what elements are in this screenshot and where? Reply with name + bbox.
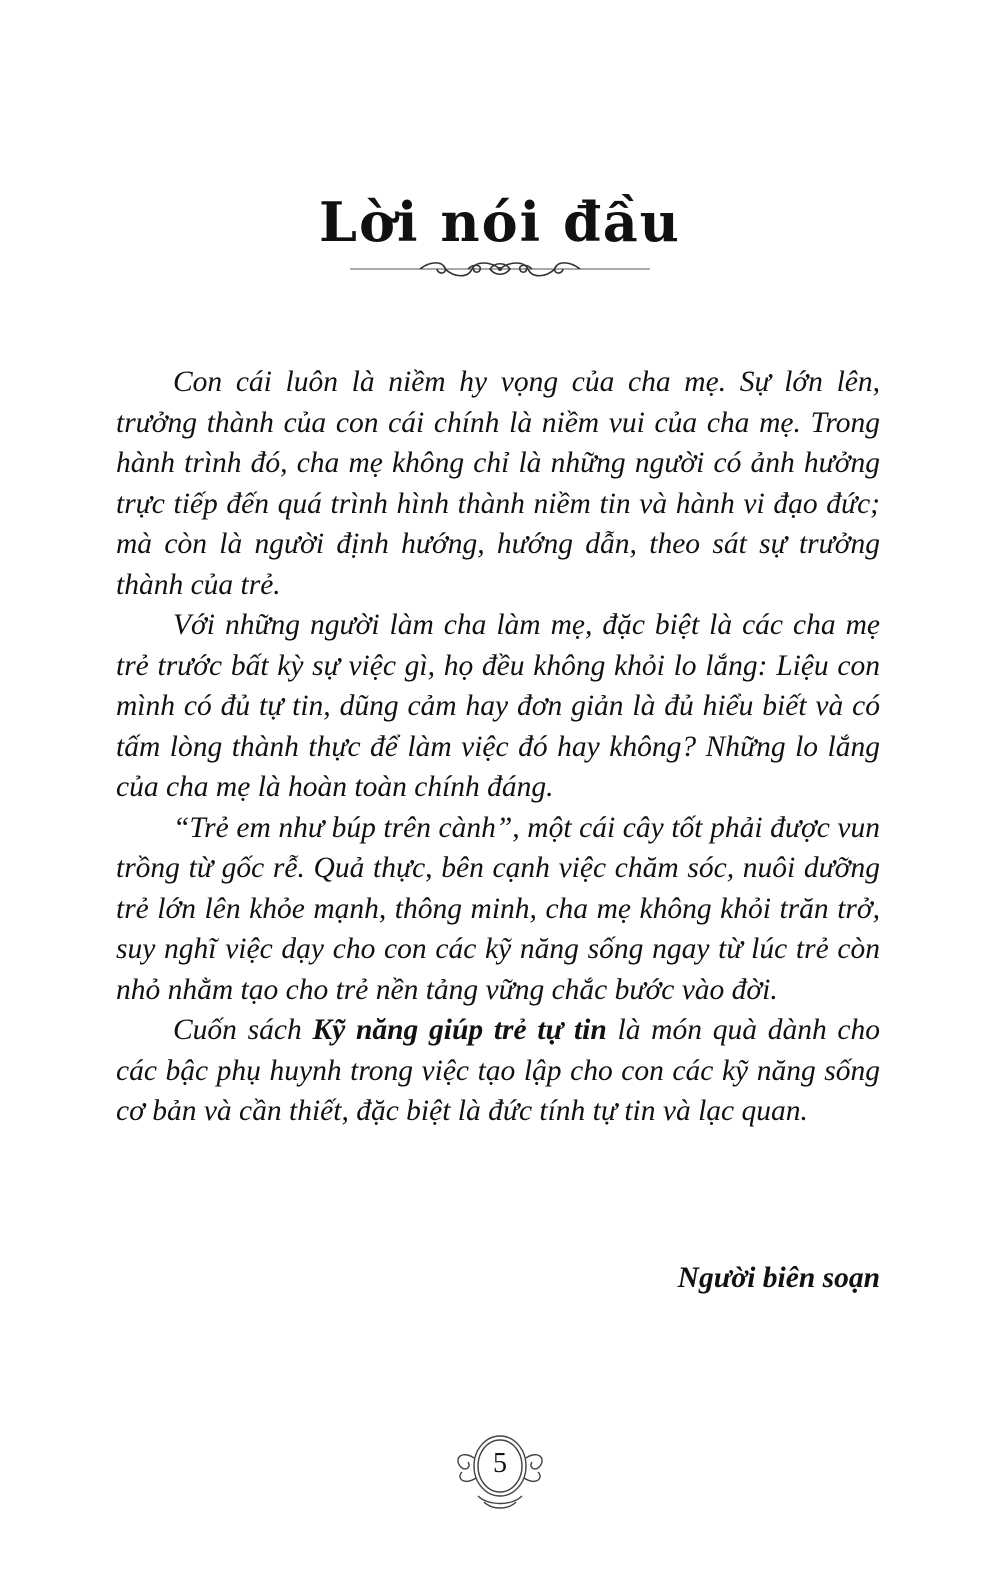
preface-body [116,362,880,1132]
page-title: Lời nói đầu [319,190,681,254]
paragraph: Con cái luôn là niềm hy vọng của cha mẹ. Sự lớn lên, trưởng thành của con cái chính là niềm vui của cha mẹ. Trong hành trình đó, cha mẹ không chỉ là những người có ảnh hưởng trực tiếp đến quá trình hình thành niềm tin và hành vi đạo đức; mà còn là người định hướng, hướng dẫn, theo sát sự trưởng thành của trẻ. [116,366,880,601]
author-signature: Người biên soạn [677,1262,880,1294]
paragraph: “Trẻ em như búp trên cành”, một cái cây tốt phải được vun trồng từ gốc rễ. Quả thực, bên cạnh việc chăm sóc, nuôi dưỡng trẻ lớn lên khỏe mạnh, thông minh, cha mẹ không khỏi trăn trở, suy nghĩ việc dạy cho con các kỹ năng sống ngay từ lúc trẻ còn nhỏ nhằm tạo cho trẻ nền tảng vững chắc bước vào đời. [116,811,880,1006]
page-number-frame [448,1428,552,1514]
title-ornament-divider [350,256,650,282]
page-number: 5 [493,1448,507,1479]
paragraph-book-intro [116,1010,880,1132]
paragraph: Với những người làm cha làm mẹ, đặc biệt là các cha mẹ trẻ trước bất kỳ sự việc gì, họ đều không khỏi lo lắng: Liệu con mình có đủ tự tin, dũng cảm hay đơn giản là đủ hiểu biết và có tấm lòng thành thực để làm việc đó hay không? Những lo lắng của cha mẹ là hoàn toàn chính đáng. [116,609,880,803]
book-intro-after: là món quà dành cho các bậc phụ huynh trong việc tạo lập cho con các kỹ năng sống cơ bản và cần thiết, đặc biệt là đức tính tự tin và lạc quan. [116,1014,881,1127]
book-intro-before: Cuốn sách [173,1014,313,1046]
book-title: Kỹ năng giúp trẻ tự tin [312,1014,607,1046]
